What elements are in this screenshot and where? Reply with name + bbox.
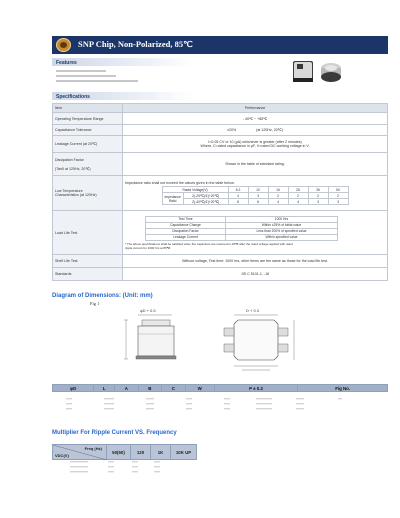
dim-header: P ± 0.2 [214, 385, 298, 392]
features-heading [52, 58, 192, 66]
leakage-line: I=0.05 CV or 10 (μA) whichever is greater (after 2 minutes) [208, 140, 302, 144]
dim-header: φD [53, 385, 94, 392]
freq-header: 50(60) [107, 445, 131, 460]
freq-vdc-header [53, 445, 107, 460]
row-value: JIS C 5101-1, -18 [123, 268, 388, 281]
row-label: Standards [53, 268, 123, 281]
ratio-word: Ratio [168, 198, 177, 203]
row-value: Shown in the table of standard rating. [123, 153, 388, 176]
ratio-cell: 2 [268, 193, 288, 199]
dim-header: B [138, 385, 162, 392]
feature-line [56, 70, 106, 72]
features-label: Features [56, 59, 77, 66]
capacitor-photo [318, 60, 344, 84]
ratio-cell: 3 [248, 193, 268, 199]
feature-line [56, 75, 116, 77]
voltage-cell: 16 [268, 187, 288, 193]
page-title: SNP Chip, Non-Polarized, 85℃ [78, 39, 193, 49]
load-life-item: Test Time [146, 216, 226, 222]
row-label: Shelf Life Test [53, 255, 123, 268]
specifications-label: Specifications [56, 93, 90, 100]
dim-header: A [115, 385, 139, 392]
ratio-cell: 3 [328, 199, 348, 205]
ratio-cell: 4 [288, 199, 308, 205]
capacitor-photo [290, 58, 316, 84]
row-value: Without voltage, Test time: 1000 hrs, other items are the same as those for the load life test. [123, 255, 388, 268]
row-value [123, 125, 388, 136]
voltage-cell: 35 [308, 187, 328, 193]
specifications-table [52, 103, 388, 281]
load-life-value: Within ±25% of initial value [226, 222, 338, 228]
row-label: Load Life Test [53, 211, 123, 255]
leakage-line: Where, C=rated capacitance in μF, V=rated DC working voltage in V. [200, 144, 310, 148]
multiplier-table [52, 444, 197, 460]
ratio-cell: 6 [248, 199, 268, 205]
cap-tolerance-value: ±20% [227, 128, 237, 132]
ratio-row-label: Z(-25℃)/Z(+20℃) [183, 193, 228, 199]
dissipation-sublabel: (Tanδ at 120Hz, 20℃) [55, 166, 91, 171]
company-logo [56, 38, 71, 52]
dissipation-label: Dissipation Factor [55, 157, 84, 162]
voltage-cell: 6.3 [228, 187, 248, 193]
faint-table-content [60, 397, 370, 411]
load-life-item: Leakage Current [146, 234, 226, 240]
diagram-title: Diagram of Dimensions: (Unit: mm) [52, 293, 153, 299]
row-value [123, 211, 388, 255]
freq-header: 1K [151, 445, 171, 460]
low-temp-note: Impedance ratio shall not exceed the values given in the table below. [125, 181, 235, 185]
voltage-cell: 50 [328, 187, 348, 193]
load-life-item: Capacitance Change [146, 222, 226, 228]
ratio-row-label: Z(-40℃)/Z(+20℃) [183, 199, 228, 205]
load-life-note: ripple current for 1000 hrs at 85℃ [125, 245, 171, 250]
low-temp-label: Low Temperature [55, 189, 83, 193]
load-life-value: Less than 200% of specified value [226, 228, 338, 234]
side-view-drawing [118, 306, 204, 374]
dim-header: Fig No. [298, 385, 388, 392]
multiplier-title: Multiplier For Ripple Current VS. Frequency [52, 430, 177, 436]
low-temp-sublabel: Characteristics (at 120Hz) [55, 193, 97, 197]
freq-header: 120 [131, 445, 151, 460]
title-bar [52, 36, 388, 54]
rated-voltage-label: Rated Voltage(V) [162, 187, 228, 193]
freq-label: Freq (Hz) [84, 446, 102, 451]
cap-tolerance-note: (at 120Hz, 20℃) [256, 128, 283, 132]
figure-label: Fig 1 [90, 301, 100, 306]
top-view-drawing [212, 306, 308, 374]
ratio-cell: 8 [228, 199, 248, 205]
row-value: - 40℃ ~ +85℃ [123, 113, 388, 125]
load-life-value: 1000 Hrs [226, 216, 338, 222]
ratio-cell: 4 [228, 193, 248, 199]
col-item: Item [53, 104, 123, 113]
ratio-cell: 2 [328, 193, 348, 199]
row-label [53, 153, 123, 176]
voltage-cell: 25 [288, 187, 308, 193]
row-label: Leakage Current (at 20℃) [53, 136, 123, 153]
dim-header: L [94, 385, 115, 392]
dim-d-label: D + 0.3 [246, 308, 260, 313]
row-label: Operating Temperature Range [53, 113, 123, 125]
ratio-cell: 2 [288, 193, 308, 199]
specifications-heading [52, 92, 192, 100]
faint-multiplier-content [62, 460, 182, 476]
load-life-value: Within specified value [226, 234, 338, 240]
load-life-table [145, 216, 338, 241]
row-label: Capacitance Tolerance [53, 125, 123, 136]
freq-header: 10K UP [171, 445, 197, 460]
vdc-label: VDC(V) [55, 453, 69, 458]
load-life-item: Dissipation Factor [146, 228, 226, 234]
feature-line [56, 80, 138, 82]
ratio-cell: 3 [308, 199, 328, 205]
row-label [53, 176, 123, 211]
row-value [123, 176, 388, 211]
impedance-word: Impedance [164, 194, 181, 199]
impedance-ratio-label [162, 193, 183, 205]
dim-header: C [162, 385, 186, 392]
dim-header: W [185, 385, 214, 392]
ratio-cell: 4 [268, 199, 288, 205]
impedance-table [162, 186, 349, 205]
load-life-note: * The above specifications shall be satisfied when the capacitors are restored to 20℃ after the rated voltage applied with rated [125, 241, 293, 246]
voltage-cell: 10 [248, 187, 268, 193]
col-performance: Performance [123, 104, 388, 113]
phi-d-label: φD + 0.5 [140, 308, 156, 313]
row-value [123, 136, 388, 153]
ratio-cell: 2 [308, 193, 328, 199]
